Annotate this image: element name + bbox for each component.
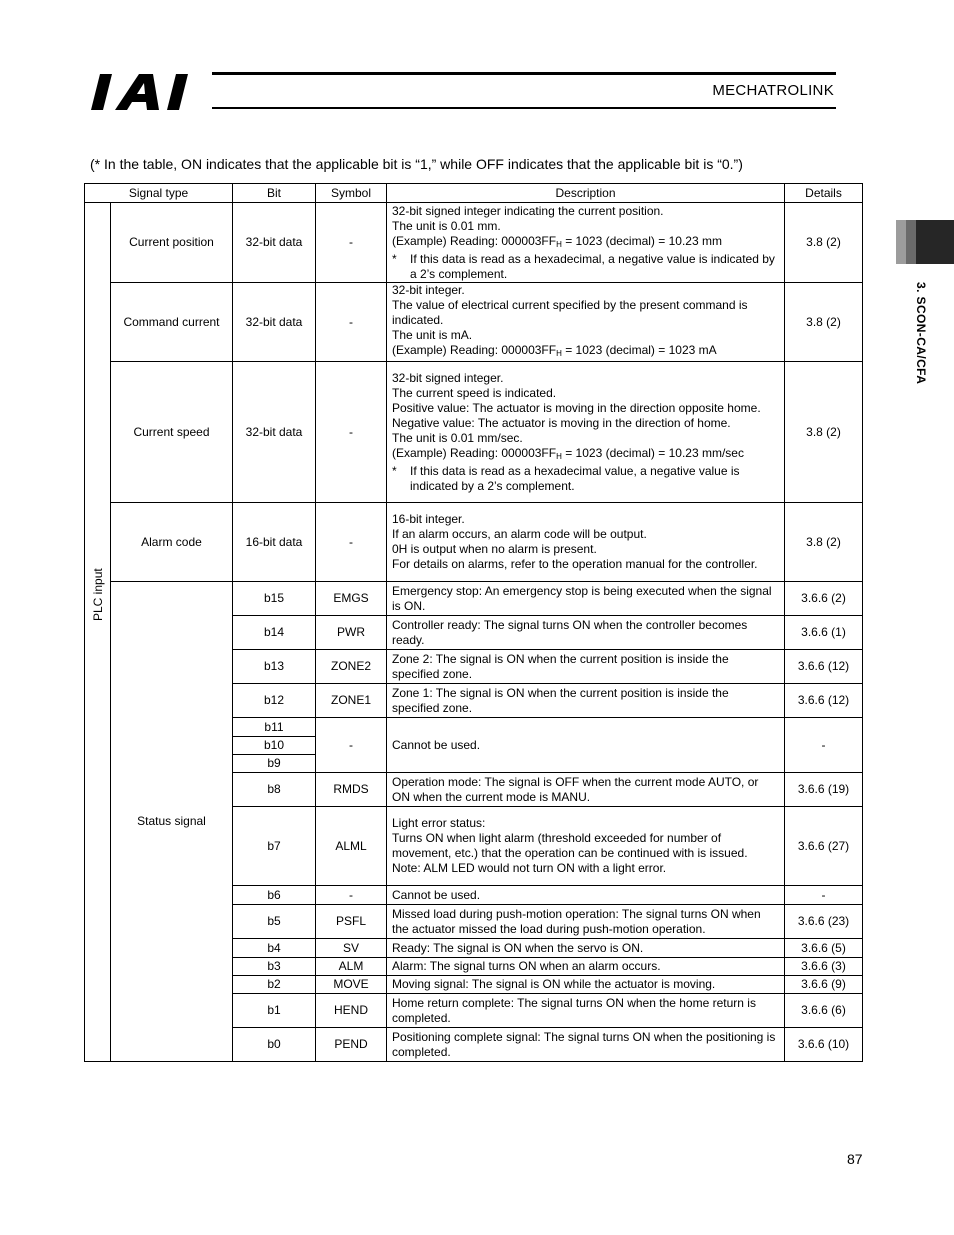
- symbol-cell: -: [316, 362, 387, 503]
- header-symbol: Symbol: [316, 184, 387, 203]
- details-cell: 3.6.6 (12): [785, 650, 863, 684]
- description-line: Turns ON when light alarm (threshold exceeded for number of movement, etc.) that the operation can be continued with is issued.: [392, 831, 748, 860]
- description-cell: Emergency stop: An emergency stop is being executed when the signal is ON.: [387, 582, 785, 616]
- bit-cell: 16-bit data: [233, 503, 316, 582]
- bit-cell: 32-bit data: [233, 203, 316, 283]
- details-cell: 3.6.6 (6): [785, 994, 863, 1028]
- details-cell: 3.8 (2): [785, 283, 863, 362]
- details-cell: 3.6.6 (27): [785, 807, 863, 886]
- signal-name: Command current: [111, 283, 233, 362]
- hex-subscript: H: [556, 451, 562, 461]
- description-cell: Moving signal: The signal is ON while the actuator is moving.: [387, 976, 785, 994]
- symbol-cell: HEND: [316, 994, 387, 1028]
- bit-cell: b4: [233, 939, 316, 958]
- symbol-cell: PEND: [316, 1028, 387, 1062]
- plc-input-group: [85, 203, 111, 1062]
- iai-logo: [90, 72, 202, 112]
- bit-cell: b3: [233, 958, 316, 976]
- description-cell: Ready: The signal is ON when the servo is ON.: [387, 939, 785, 958]
- header-rule-bottom: [212, 107, 836, 109]
- table-note: (* In the table, ON indicates that the applicable bit is “1,” while OFF indicates that the applicable bit is “0.”): [90, 156, 743, 172]
- chapter-tab-label: 3. SCON-CA/CFA: [914, 282, 928, 385]
- symbol-cell: RMDS: [316, 773, 387, 807]
- description-example: [392, 234, 779, 252]
- header-signal-type: Signal type: [85, 184, 233, 203]
- asterisk: *: [392, 251, 397, 266]
- description-line: 32-bit integer.: [392, 283, 465, 297]
- footnote-text: If this data is read as a hexadecimal, a negative value is indicated by a 2’s complement.: [410, 251, 775, 281]
- description-line: The unit is mA.: [392, 328, 473, 342]
- iai-logo-graphic: [90, 72, 202, 112]
- bit-cell: 32-bit data: [233, 283, 316, 362]
- bit-cell: b11: [233, 718, 316, 737]
- symbol-cell: -: [316, 886, 387, 905]
- description-line: The unit is 0.01 mm/sec.: [392, 430, 523, 445]
- symbol-cell: -: [316, 718, 387, 773]
- description-cell: Missed load during push-motion operation: The signal turns ON when the actuator missed the load during push-motion operation.: [387, 905, 785, 939]
- description-cell: [387, 283, 785, 362]
- bit-cell: b5: [233, 905, 316, 939]
- hex-subscript: H: [556, 239, 562, 249]
- details-cell: 3.6.6 (12): [785, 684, 863, 718]
- table-row: [85, 582, 863, 616]
- description-line: Negative value: The actuator is moving in the direction of home.: [392, 415, 731, 430]
- description-line: The value of electrical current specified by the present command is indicated.: [392, 298, 748, 327]
- symbol-cell: ZONE1: [316, 684, 387, 718]
- bit-cell: b8: [233, 773, 316, 807]
- description-line: 32-bit signed integer indicating the current position.: [392, 203, 664, 218]
- header-description: Description: [387, 184, 785, 203]
- description-cell: [387, 807, 785, 886]
- hex-subscript: H: [556, 349, 562, 358]
- symbol-cell: PWR: [316, 616, 387, 650]
- example-text: (Example) Reading: 000003FF: [392, 445, 557, 460]
- description-line: The unit is 0.01 mm.: [392, 218, 501, 233]
- table-row: [85, 203, 863, 283]
- signal-name: Status signal: [111, 582, 233, 1062]
- description-line: Positive value: The actuator is moving in the direction opposite home.: [392, 400, 761, 415]
- details-cell: 3.8 (2): [785, 203, 863, 283]
- table-row: [85, 362, 863, 503]
- description-cell: Alarm: The signal turns ON when an alarm occurs.: [387, 958, 785, 976]
- bit-cell: b1: [233, 994, 316, 1028]
- bit-cell: b10: [233, 737, 316, 755]
- description-example: [392, 446, 779, 464]
- details-cell: 3.8 (2): [785, 362, 863, 503]
- description-footnote: [392, 252, 779, 282]
- header-bit: Bit: [233, 184, 316, 203]
- symbol-cell: -: [316, 283, 387, 362]
- details-cell: 3.6.6 (5): [785, 939, 863, 958]
- description-line: 32-bit signed integer.: [392, 370, 504, 385]
- description-footnote: [392, 464, 779, 494]
- details-cell: -: [785, 886, 863, 905]
- example-text: = 1023 (decimal) = 1023 mA: [561, 343, 717, 357]
- description-cell: [387, 203, 785, 283]
- footnote-text: If this data is read as a hexadecimal value, a negative value is indicated by a 2’s complement.: [410, 463, 740, 493]
- header-rule-top: [212, 72, 836, 75]
- description-line: 16-bit integer.: [392, 512, 465, 526]
- description-example: [392, 343, 779, 361]
- bit-cell: b15: [233, 582, 316, 616]
- bit-cell: b0: [233, 1028, 316, 1062]
- description-line: Light error status:: [392, 816, 486, 830]
- example-text: = 1023 (decimal) = 10.23 mm/sec: [561, 445, 744, 460]
- signal-name: Current position: [111, 203, 233, 283]
- bit-cell: b6: [233, 886, 316, 905]
- details-cell: 3.6.6 (10): [785, 1028, 863, 1062]
- details-cell: 3.6.6 (3): [785, 958, 863, 976]
- table-row: [85, 283, 863, 362]
- bit-cell: b7: [233, 807, 316, 886]
- table-header-row: [85, 184, 863, 203]
- table-row: [85, 503, 863, 582]
- description-cell: [387, 503, 785, 582]
- description-cell: Controller ready: The signal turns ON when the controller becomes ready.: [387, 616, 785, 650]
- bit-cell: b14: [233, 616, 316, 650]
- description-line: The current speed is indicated.: [392, 385, 557, 400]
- description-cell: Operation mode: The signal is OFF when the current mode AUTO, or ON when the current mode is MANU.: [387, 773, 785, 807]
- details-cell: 3.8 (2): [785, 503, 863, 582]
- bit-cell: b13: [233, 650, 316, 684]
- description-cell: Positioning complete signal: The signal turns ON when the positioning is completed.: [387, 1028, 785, 1062]
- description-line: 0H is output when no alarm is present.: [392, 542, 597, 556]
- details-cell: 3.6.6 (19): [785, 773, 863, 807]
- symbol-cell: ALML: [316, 807, 387, 886]
- symbol-cell: SV: [316, 939, 387, 958]
- details-cell: -: [785, 718, 863, 773]
- chapter-tab-marker: [896, 220, 954, 264]
- signal-table: [84, 183, 863, 1062]
- description-cell: [387, 362, 785, 503]
- details-cell: 3.6.6 (23): [785, 905, 863, 939]
- asterisk: *: [392, 463, 397, 478]
- details-cell: 3.6.6 (9): [785, 976, 863, 994]
- example-text: (Example) Reading: 000003FF: [392, 343, 557, 357]
- plc-input-label: PLC input: [91, 568, 105, 621]
- details-cell: 3.6.6 (1): [785, 616, 863, 650]
- bit-cell: 32-bit data: [233, 362, 316, 503]
- symbol-cell: -: [316, 503, 387, 582]
- symbol-cell: EMGS: [316, 582, 387, 616]
- details-cell: 3.6.6 (2): [785, 582, 863, 616]
- header-details: Details: [785, 184, 863, 203]
- description-cell: Cannot be used.: [387, 718, 785, 773]
- description-cell: Home return complete: The signal turns ON when the home return is completed.: [387, 994, 785, 1028]
- bit-cell: b9: [233, 755, 316, 773]
- page-number: 87: [847, 1151, 863, 1167]
- header-title: MECHATROLINK: [712, 82, 834, 99]
- symbol-cell: -: [316, 203, 387, 283]
- symbol-cell: ALM: [316, 958, 387, 976]
- symbol-cell: MOVE: [316, 976, 387, 994]
- bit-cell: b2: [233, 976, 316, 994]
- symbol-cell: ZONE2: [316, 650, 387, 684]
- description-line: If an alarm occurs, an alarm code will be output.: [392, 527, 647, 541]
- signal-name: Alarm code: [111, 503, 233, 582]
- signal-name: Current speed: [111, 362, 233, 503]
- symbol-cell: PSFL: [316, 905, 387, 939]
- bit-cell: b12: [233, 684, 316, 718]
- example-text: (Example) Reading: 000003FF: [392, 233, 557, 248]
- description-line: Note: ALM LED would not turn ON with a light error.: [392, 861, 667, 875]
- description-cell: Zone 1: The signal is ON when the current position is inside the specified zone.: [387, 684, 785, 718]
- description-line: For details on alarms, refer to the operation manual for the controller.: [392, 557, 758, 571]
- example-text: = 1023 (decimal) = 10.23 mm: [561, 233, 722, 248]
- description-cell: Zone 2: The signal is ON when the current position is inside the specified zone.: [387, 650, 785, 684]
- description-cell: Cannot be used.: [387, 886, 785, 905]
